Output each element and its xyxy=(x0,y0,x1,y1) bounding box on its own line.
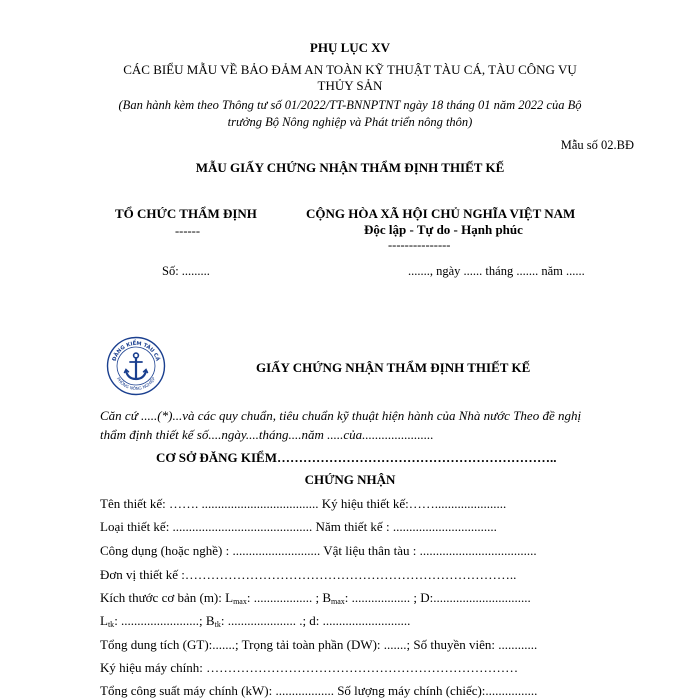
certify-heading: CHỨNG NHẬN xyxy=(304,472,396,487)
issued-by-line1: (Ban hành kèm theo Thông tư số 01/2022/TT-BNNPTNT ngày 18 tháng 01 năm 2022 của Bộ xyxy=(118,98,582,112)
engine-model-field: Ký hiệu máy chính: ……………………………………………………………… xyxy=(100,660,519,675)
design-name-field: Tên thiết kế: ……. .................................... Ký hiệu thiết kế:……...................... xyxy=(100,496,507,511)
design-unit-field: Đơn vị thiết kế :………………………………………………………………….. xyxy=(100,567,517,582)
date-line: ......., ngày ...... tháng ....... năm ...... xyxy=(408,264,585,278)
registry-seal xyxy=(106,336,166,396)
issued-by-line2: trưởng Bộ Nông nghiệp và Phát triển nông thôn) xyxy=(227,115,473,129)
document-number: Số: ......... xyxy=(162,264,210,278)
dimensions-tk-field: $L_{tk}$: ........................; $B_{tk}$: ..................... .; d: ........................... xyxy=(100,613,411,629)
national-motto: Độc lập - Tự do - Hạnh phúc xyxy=(364,222,523,237)
svg-text:ĐĂNG KIỂM TÀU CÁ: ĐĂNG KIỂM TÀU CÁ xyxy=(111,340,161,362)
appendix-subtitle-line1: CÁC BIỂU MẪU VỀ BẢO ĐẢM AN TOÀN KỸ THUẬT TÀU CÁ, TÀU CÔNG VỤ xyxy=(123,62,577,77)
org-dashes: ------ xyxy=(175,224,200,238)
registry-line: CƠ SỞ ĐĂNG KIỂM……………………………………………………….. xyxy=(156,450,557,465)
design-type-field: Loại thiết kế: ........................................... Năm thiết kế : ................................ xyxy=(100,519,497,534)
dimensions-max-field: Kích thước cơ bản (m): $L_{max}$: .................. ; $B_{max}$: .................. ; D:.............................. xyxy=(100,590,531,606)
country-name: CỘNG HÒA XÃ HỘI CHỦ NGHĨA VIỆT NAM xyxy=(306,206,576,221)
usage-field: Công dụng (hoặc nghề) : ........................... Vật liệu thân tàu : .................................... xyxy=(100,543,537,558)
motto-dashes: --------------- xyxy=(388,238,451,252)
svg-text:PHÒNG NÔNG NGHIỆP: PHÒNG NÔNG NGHIỆP xyxy=(115,376,157,392)
basis-line2: thẩm định thiết kế số....ngày....tháng....năm .....của...................... xyxy=(100,427,434,442)
org-name: TỔ CHỨC THẨM ĐỊNH xyxy=(115,206,257,221)
appendix-title: PHỤ LỤC XV xyxy=(309,40,391,55)
engine-power-field: Tổng công suất máy chính (kW): .................. Số lượng máy chính (chiếc):................ xyxy=(100,683,538,698)
form-title: MẪU GIẤY CHỨNG NHẬN THẨM ĐỊNH THIẾT KẾ xyxy=(195,160,505,175)
certificate-title: GIẤY CHỨNG NHẬN THẨM ĐỊNH THIẾT KẾ xyxy=(256,360,531,375)
basis-line1: Căn cứ .....(*)...và các quy chuẩn, tiêu chuẩn kỹ thuật hiện hành của Nhà nước Theo đề nghị xyxy=(100,408,582,423)
appendix-subtitle-line2: THỦY SẢN xyxy=(317,78,383,93)
form-number: Mẫu số 02.BĐ xyxy=(560,138,634,152)
tonnage-field: Tổng dung tích (GT):.......; Trọng tải toàn phần (DW): .......; Số thuyền viên: ............ xyxy=(100,637,538,652)
